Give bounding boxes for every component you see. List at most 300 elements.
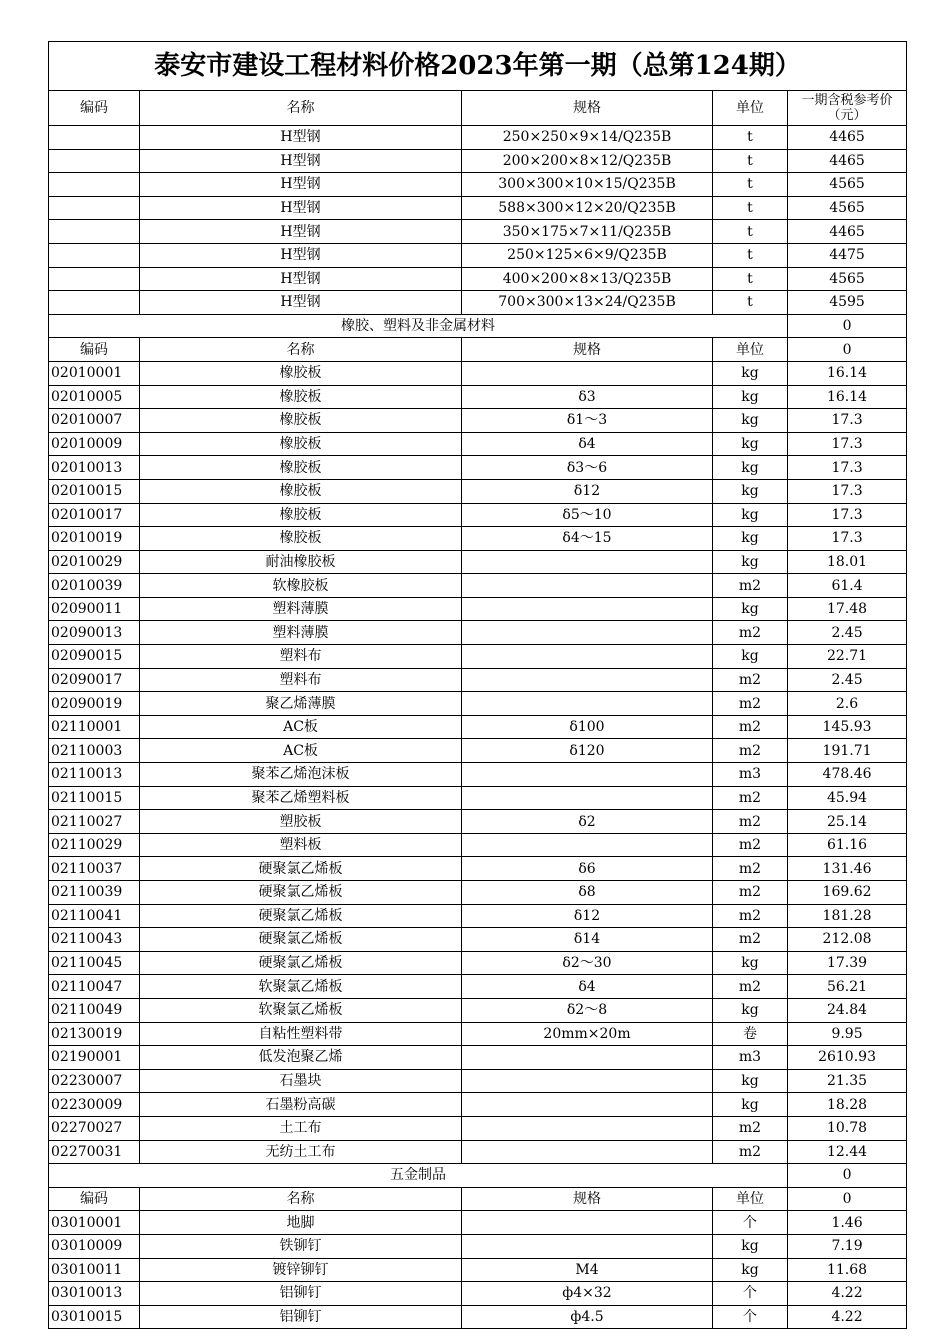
cell-spec: δ12 [462, 479, 713, 503]
cell-spec: δ120 [462, 739, 713, 763]
cell-unit: m2 [713, 833, 788, 857]
cell-price: 56.21 [788, 975, 907, 999]
cell-unit: m2 [713, 692, 788, 716]
cell-name: 硬聚氯乙烯板 [140, 857, 462, 881]
cell-code [49, 291, 140, 315]
table-row [49, 763, 907, 787]
cell-name: 橡胶板 [140, 479, 462, 503]
cell-code: 02230007 [49, 1069, 140, 1093]
cell-code: 02110043 [49, 928, 140, 952]
cell-spec: δ8 [462, 881, 713, 905]
cell-unit: kg [713, 597, 788, 621]
cell-name: 耐油橡胶板 [140, 550, 462, 574]
cell-price: 21.35 [788, 1069, 907, 1093]
cell-unit: kg [713, 1258, 788, 1282]
cell-spec: 350×175×7×11/Q235B [462, 220, 713, 244]
cell-price: 2.6 [788, 692, 907, 716]
cell-code: 02010009 [49, 432, 140, 456]
cell-spec: 20mm×20m [462, 1022, 713, 1046]
table-row [49, 456, 907, 480]
header-price-line1: 一期含税参考价 [801, 93, 893, 108]
cell-code: 02110027 [49, 810, 140, 834]
cell-spec: δ4～15 [462, 527, 713, 551]
cell-code: 02110003 [49, 739, 140, 763]
table-row [49, 291, 907, 315]
cell-price: 61.16 [788, 833, 907, 857]
table-row [49, 574, 907, 598]
table-row [49, 432, 907, 456]
table-row [49, 1140, 907, 1164]
cell-unit: 单位 [713, 338, 788, 362]
cell-name: 塑料薄膜 [140, 597, 462, 621]
cell-code [49, 173, 140, 197]
cell-name: H型钢 [140, 173, 462, 197]
cell-code: 编码 [49, 338, 140, 362]
cell-spec [462, 597, 713, 621]
cell-spec: δ6 [462, 857, 713, 881]
cell-unit: 个 [713, 1282, 788, 1306]
cell-spec: M4 [462, 1258, 713, 1282]
cell-code: 02190001 [49, 1046, 140, 1070]
cell-code: 02110045 [49, 951, 140, 975]
table-row [49, 527, 907, 551]
cell-code: 02010001 [49, 361, 140, 385]
cell-name: H型钢 [140, 291, 462, 315]
cell-name: 名称 [140, 1187, 462, 1211]
cell-unit: kg [713, 385, 788, 409]
cell-spec [462, 1211, 713, 1235]
cell-spec [462, 621, 713, 645]
cell-price: 212.08 [788, 928, 907, 952]
cell-spec [462, 692, 713, 716]
cell-name: 橡胶板 [140, 409, 462, 433]
section-row [49, 314, 907, 338]
cell-unit: 个 [713, 1305, 788, 1329]
cell-unit: m2 [713, 1116, 788, 1140]
cell-unit: kg [713, 503, 788, 527]
cell-name: 软橡胶板 [140, 574, 462, 598]
cell-price: 2.45 [788, 621, 907, 645]
cell-code: 03010001 [49, 1211, 140, 1235]
cell-price: 4565 [788, 196, 907, 220]
cell-spec: 规格 [462, 338, 713, 362]
table-row [49, 668, 907, 692]
cell-price: 10.78 [788, 1116, 907, 1140]
cell-code: 02110015 [49, 786, 140, 810]
cell-unit: m2 [713, 715, 788, 739]
cell-spec [462, 786, 713, 810]
cell-spec: 200×200×8×12/Q235B [462, 149, 713, 173]
table-row [49, 1022, 907, 1046]
cell-code: 02270031 [49, 1140, 140, 1164]
table-row [49, 243, 907, 267]
cell-spec [462, 645, 713, 669]
cell-unit: m2 [713, 904, 788, 928]
cell-price: 17.3 [788, 456, 907, 480]
cell-unit: m3 [713, 1046, 788, 1070]
cell-code: 02110013 [49, 763, 140, 787]
cell-name: 名称 [140, 338, 462, 362]
table-row [49, 810, 907, 834]
cell-price: 4595 [788, 291, 907, 315]
table-row [49, 786, 907, 810]
table-row [49, 692, 907, 716]
cell-spec: 700×300×13×24/Q235B [462, 291, 713, 315]
cell-name: 橡胶板 [140, 503, 462, 527]
cell-unit: kg [713, 1093, 788, 1117]
cell-spec: 300×300×10×15/Q235B [462, 173, 713, 197]
cell-code: 02110049 [49, 998, 140, 1022]
cell-name: 橡胶板 [140, 385, 462, 409]
table-row [49, 715, 907, 739]
cell-unit: m2 [713, 1140, 788, 1164]
table-row [49, 739, 907, 763]
cell-price: 24.84 [788, 998, 907, 1022]
price-sheet [48, 41, 906, 1329]
cell-name: H型钢 [140, 196, 462, 220]
cell-unit: kg [713, 1234, 788, 1258]
cell-name: 镀锌铆钉 [140, 1258, 462, 1282]
cell-code [49, 243, 140, 267]
cell-price: 1.46 [788, 1211, 907, 1235]
cell-price: 4465 [788, 149, 907, 173]
cell-code: 02090013 [49, 621, 140, 645]
header-price-line2: （元） [827, 108, 867, 123]
cell-name: 橡胶板 [140, 527, 462, 551]
cell-name: 硬聚氯乙烯板 [140, 904, 462, 928]
cell-price: 16.14 [788, 385, 907, 409]
cell-code: 02010007 [49, 409, 140, 433]
cell-unit: kg [713, 409, 788, 433]
cell-price: 16.14 [788, 361, 907, 385]
cell-code: 03010011 [49, 1258, 140, 1282]
cell-unit: t [713, 149, 788, 173]
cell-spec [462, 763, 713, 787]
cell-price: 7.19 [788, 1234, 907, 1258]
cell-name: H型钢 [140, 267, 462, 291]
cell-price: 0 [788, 338, 907, 362]
cell-unit: kg [713, 550, 788, 574]
cell-code: 02110039 [49, 881, 140, 905]
cell-name: 土工布 [140, 1116, 462, 1140]
cell-name: 铝铆钉 [140, 1305, 462, 1329]
cell-spec: δ4 [462, 432, 713, 456]
table-row [49, 645, 907, 669]
cell-name: 塑料布 [140, 645, 462, 669]
cell-code: 02010029 [49, 550, 140, 574]
cell-code: 03010009 [49, 1234, 140, 1258]
cell-spec: δ12 [462, 904, 713, 928]
cell-code: 02110037 [49, 857, 140, 881]
cell-price: 17.3 [788, 527, 907, 551]
cell-name: 硬聚氯乙烯板 [140, 881, 462, 905]
section-price: 0 [788, 1164, 907, 1188]
cell-price: 131.46 [788, 857, 907, 881]
cell-code: 02230009 [49, 1093, 140, 1117]
cell-unit: t [713, 220, 788, 244]
cell-unit: kg [713, 951, 788, 975]
cell-unit: t [713, 173, 788, 197]
table-row [49, 1234, 907, 1258]
table-row [49, 550, 907, 574]
cell-price: 0 [788, 1187, 907, 1211]
cell-price: 9.95 [788, 1022, 907, 1046]
cell-spec: δ14 [462, 928, 713, 952]
cell-price: 25.14 [788, 810, 907, 834]
table-row [49, 597, 907, 621]
table-row [49, 621, 907, 645]
cell-name: 硬聚氯乙烯板 [140, 951, 462, 975]
table-row [49, 833, 907, 857]
cell-unit: m2 [713, 857, 788, 881]
cell-spec [462, 1093, 713, 1117]
cell-code: 02110041 [49, 904, 140, 928]
cell-unit: kg [713, 1069, 788, 1093]
cell-name: 聚乙烯薄膜 [140, 692, 462, 716]
cell-spec: δ2 [462, 810, 713, 834]
cell-unit: kg [713, 361, 788, 385]
cell-code: 编码 [49, 1187, 140, 1211]
table-row [49, 951, 907, 975]
table-row [49, 1116, 907, 1140]
cell-price: 191.71 [788, 739, 907, 763]
cell-code: 03010013 [49, 1282, 140, 1306]
cell-price: 4565 [788, 267, 907, 291]
cell-name: 地脚 [140, 1211, 462, 1235]
cell-unit: 个 [713, 1211, 788, 1235]
cell-code [49, 196, 140, 220]
header-spec: 规格 [462, 91, 713, 126]
cell-spec: 规格 [462, 1187, 713, 1211]
cell-spec [462, 1234, 713, 1258]
cell-spec: δ2～8 [462, 998, 713, 1022]
cell-code: 02010013 [49, 456, 140, 480]
cell-spec: 250×250×9×14/Q235B [462, 126, 713, 150]
cell-name: 石墨块 [140, 1069, 462, 1093]
cell-spec [462, 361, 713, 385]
cell-name: 聚苯乙烯塑料板 [140, 786, 462, 810]
cell-price: 11.68 [788, 1258, 907, 1282]
cell-spec [462, 1140, 713, 1164]
table-row [49, 1069, 907, 1093]
cell-price: 17.3 [788, 503, 907, 527]
table-row [49, 1282, 907, 1306]
cell-code: 02090015 [49, 645, 140, 669]
table-row [49, 149, 907, 173]
table-row [49, 1093, 907, 1117]
cell-code: 02110047 [49, 975, 140, 999]
cell-name: 低发泡聚乙烯 [140, 1046, 462, 1070]
cell-code: 02010015 [49, 479, 140, 503]
cell-name: 塑料布 [140, 668, 462, 692]
cell-name: H型钢 [140, 126, 462, 150]
cell-name: AC板 [140, 715, 462, 739]
cell-name: 橡胶板 [140, 432, 462, 456]
cell-code: 02270027 [49, 1116, 140, 1140]
cell-code: 02130019 [49, 1022, 140, 1046]
cell-name: 聚苯乙烯泡沫板 [140, 763, 462, 787]
cell-unit: m2 [713, 810, 788, 834]
table-row [49, 267, 907, 291]
cell-name: 塑料板 [140, 833, 462, 857]
table-row [49, 975, 907, 999]
cell-unit: m2 [713, 574, 788, 598]
cell-unit: m3 [713, 763, 788, 787]
cell-price: 12.44 [788, 1140, 907, 1164]
cell-price: 4465 [788, 220, 907, 244]
table-row [49, 220, 907, 244]
cell-name: 石墨粉高碳 [140, 1093, 462, 1117]
cell-spec: δ4 [462, 975, 713, 999]
cell-price: 17.39 [788, 951, 907, 975]
section-price: 0 [788, 314, 907, 338]
cell-price: 4475 [788, 243, 907, 267]
table-row [49, 1046, 907, 1070]
cell-spec: 588×300×12×20/Q235B [462, 196, 713, 220]
cell-spec: δ100 [462, 715, 713, 739]
cell-price: 17.48 [788, 597, 907, 621]
table-row [49, 1258, 907, 1282]
table-row [49, 479, 907, 503]
cell-unit: 单位 [713, 1187, 788, 1211]
cell-spec: δ1～3 [462, 409, 713, 433]
table-row [49, 503, 907, 527]
cell-unit: 卷 [713, 1022, 788, 1046]
price-table [48, 41, 907, 1329]
cell-spec: ф4×32 [462, 1282, 713, 1306]
table-row [49, 409, 907, 433]
cell-spec [462, 574, 713, 598]
cell-code: 02010039 [49, 574, 140, 598]
cell-code: 02010005 [49, 385, 140, 409]
subheader-row [49, 1187, 907, 1211]
cell-spec: δ3～6 [462, 456, 713, 480]
cell-unit: t [713, 126, 788, 150]
cell-unit: kg [713, 479, 788, 503]
cell-price: 181.28 [788, 904, 907, 928]
section-row [49, 1164, 907, 1188]
cell-unit: m2 [713, 975, 788, 999]
cell-code: 02110029 [49, 833, 140, 857]
cell-price: 4.22 [788, 1305, 907, 1329]
cell-name: 塑胶板 [140, 810, 462, 834]
cell-unit: t [713, 196, 788, 220]
cell-unit: m2 [713, 786, 788, 810]
cell-code: 02090019 [49, 692, 140, 716]
header-price [788, 91, 907, 126]
cell-name: H型钢 [140, 220, 462, 244]
cell-code: 02090017 [49, 668, 140, 692]
table-row [49, 904, 907, 928]
cell-name: 软聚氯乙烯板 [140, 975, 462, 999]
cell-price: 2610.93 [788, 1046, 907, 1070]
cell-code [49, 126, 140, 150]
cell-price: 18.01 [788, 550, 907, 574]
header-name: 名称 [140, 91, 462, 126]
cell-price: 22.71 [788, 645, 907, 669]
cell-name: 橡胶板 [140, 361, 462, 385]
cell-unit: m2 [713, 739, 788, 763]
table-row [49, 998, 907, 1022]
cell-price: 4465 [788, 126, 907, 150]
cell-code: 02010019 [49, 527, 140, 551]
cell-unit: t [713, 291, 788, 315]
cell-spec [462, 550, 713, 574]
section-label: 五金制品 [49, 1164, 788, 1188]
table-header [49, 91, 907, 126]
cell-code: 02010017 [49, 503, 140, 527]
table-row [49, 173, 907, 197]
cell-price: 61.4 [788, 574, 907, 598]
cell-spec: δ5～10 [462, 503, 713, 527]
section-label: 橡胶、塑料及非金属材料 [49, 314, 788, 338]
cell-unit: m2 [713, 668, 788, 692]
cell-price: 169.62 [788, 881, 907, 905]
table-row [49, 928, 907, 952]
cell-spec [462, 1116, 713, 1140]
cell-spec: ф4.5 [462, 1305, 713, 1329]
cell-spec: δ3 [462, 385, 713, 409]
cell-price: 17.3 [788, 409, 907, 433]
table-row [49, 1211, 907, 1235]
cell-unit: t [713, 243, 788, 267]
table-row [49, 196, 907, 220]
cell-spec [462, 1046, 713, 1070]
cell-name: 硬聚氯乙烯板 [140, 928, 462, 952]
cell-spec: 400×200×8×13/Q235B [462, 267, 713, 291]
cell-name: 塑料薄膜 [140, 621, 462, 645]
cell-unit: m2 [713, 621, 788, 645]
cell-spec [462, 1069, 713, 1093]
cell-unit: kg [713, 998, 788, 1022]
header-code: 编码 [49, 91, 140, 126]
cell-name: 无纺土工布 [140, 1140, 462, 1164]
cell-spec: δ2～30 [462, 951, 713, 975]
cell-name: 铁铆钉 [140, 1234, 462, 1258]
table-row [49, 385, 907, 409]
cell-name: 铝铆钉 [140, 1282, 462, 1306]
cell-code [49, 149, 140, 173]
table-row [49, 1305, 907, 1329]
table-row [49, 857, 907, 881]
cell-name: 软聚氯乙烯板 [140, 998, 462, 1022]
cell-price: 17.3 [788, 432, 907, 456]
cell-price: 145.93 [788, 715, 907, 739]
header-unit: 单位 [713, 91, 788, 126]
cell-price: 4565 [788, 173, 907, 197]
cell-name: H型钢 [140, 243, 462, 267]
cell-unit: kg [713, 456, 788, 480]
cell-code: 02090011 [49, 597, 140, 621]
cell-spec [462, 833, 713, 857]
cell-spec: 250×125×6×9/Q235B [462, 243, 713, 267]
cell-price: 478.46 [788, 763, 907, 787]
cell-unit: t [713, 267, 788, 291]
subheader-row [49, 338, 907, 362]
cell-unit: kg [713, 645, 788, 669]
cell-price: 4.22 [788, 1282, 907, 1306]
cell-unit: m2 [713, 881, 788, 905]
page-title: 泰安市建设工程材料价格2023年第一期（总第124期） [49, 42, 907, 91]
cell-name: AC板 [140, 739, 462, 763]
table-row [49, 881, 907, 905]
cell-price: 17.3 [788, 479, 907, 503]
cell-code: 03010015 [49, 1305, 140, 1329]
cell-price: 18.28 [788, 1093, 907, 1117]
cell-unit: m2 [713, 928, 788, 952]
cell-name: 自粘性塑料带 [140, 1022, 462, 1046]
table-row [49, 126, 907, 150]
